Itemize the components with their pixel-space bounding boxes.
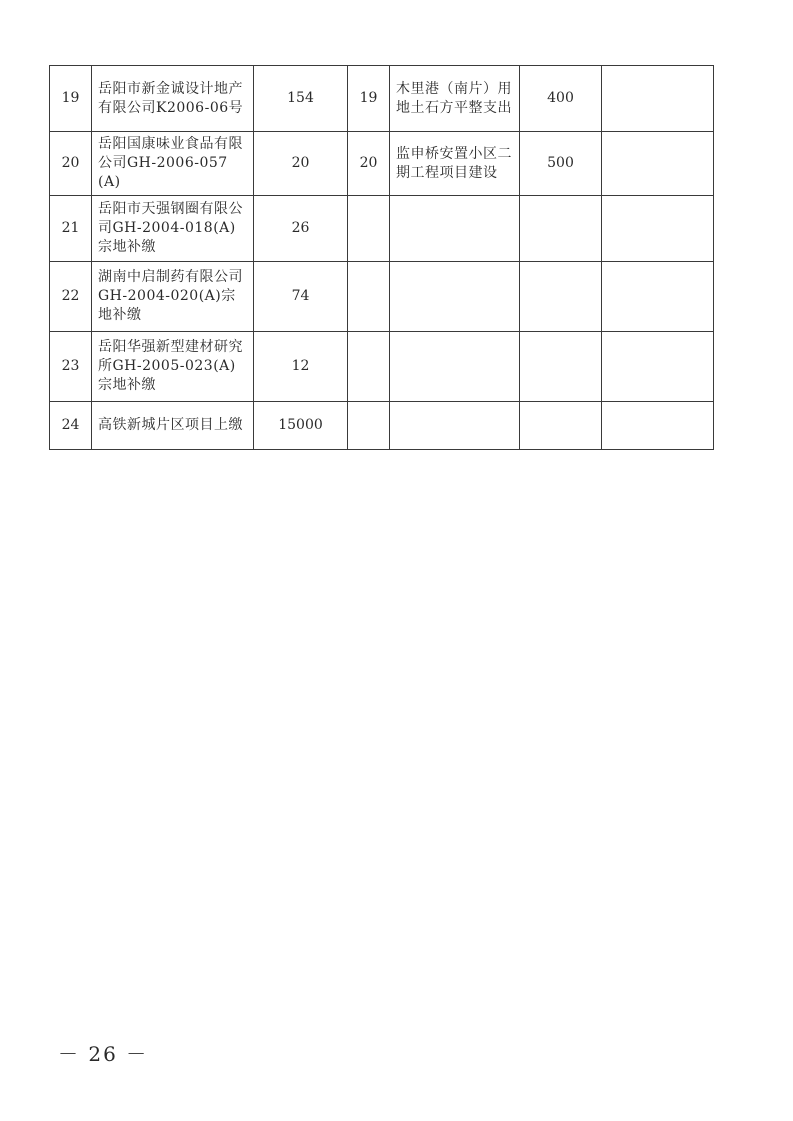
right-amount: 500: [520, 132, 602, 196]
right-amount: [520, 332, 602, 402]
right-row-number: [348, 196, 390, 262]
right-row-number: 20: [348, 132, 390, 196]
right-amount: [520, 402, 602, 450]
left-amount: 74: [254, 262, 348, 332]
left-item-description: 湖南中启制药有限公司GH-2004-020(A)宗地补缴: [92, 262, 254, 332]
table-row: [50, 402, 714, 450]
right-amount: [520, 196, 602, 262]
right-item-description: [390, 332, 520, 402]
right-item-description: 木里港（南片）用地土石方平整支出: [390, 66, 520, 132]
left-item-description: 高铁新城片区项目上缴: [92, 402, 254, 450]
note-cell: [602, 196, 714, 262]
table-row: [50, 262, 714, 332]
note-cell: [602, 332, 714, 402]
left-item-description: 岳阳华强新型建材研究所GH-2005-023(A)宗地补缴: [92, 332, 254, 402]
right-item-description: [390, 262, 520, 332]
left-item-description: 岳阳市新金诚设计地产有限公司K2006-06号: [92, 66, 254, 132]
left-row-number: 24: [50, 402, 92, 450]
right-item-description: [390, 402, 520, 450]
funds-table: [49, 65, 714, 450]
page-number: － 26 －: [58, 1042, 149, 1066]
right-item-description: 监申桥安置小区二期工程项目建设: [390, 132, 520, 196]
left-amount: 12: [254, 332, 348, 402]
table-row: [50, 66, 714, 132]
note-cell: [602, 402, 714, 450]
left-amount: 20: [254, 132, 348, 196]
right-row-number: 19: [348, 66, 390, 132]
right-amount: 400: [520, 66, 602, 132]
left-row-number: 19: [50, 66, 92, 132]
right-item-description: [390, 196, 520, 262]
left-row-number: 20: [50, 132, 92, 196]
left-item-description: 岳阳国康味业食品有限公司GH-2006-057(A): [92, 132, 254, 196]
left-item-description: 岳阳市天强钢圈有限公司GH-2004-018(A)宗地补缴: [92, 196, 254, 262]
right-row-number: [348, 262, 390, 332]
left-amount: 26: [254, 196, 348, 262]
note-cell: [602, 132, 714, 196]
note-cell: [602, 262, 714, 332]
table-row: [50, 132, 714, 196]
note-cell: [602, 66, 714, 132]
left-amount: 15000: [254, 402, 348, 450]
right-row-number: [348, 402, 390, 450]
left-amount: 154: [254, 66, 348, 132]
table-row: [50, 196, 714, 262]
right-row-number: [348, 332, 390, 402]
left-row-number: 21: [50, 196, 92, 262]
left-row-number: 23: [50, 332, 92, 402]
right-amount: [520, 262, 602, 332]
table-row: [50, 332, 714, 402]
left-row-number: 22: [50, 262, 92, 332]
